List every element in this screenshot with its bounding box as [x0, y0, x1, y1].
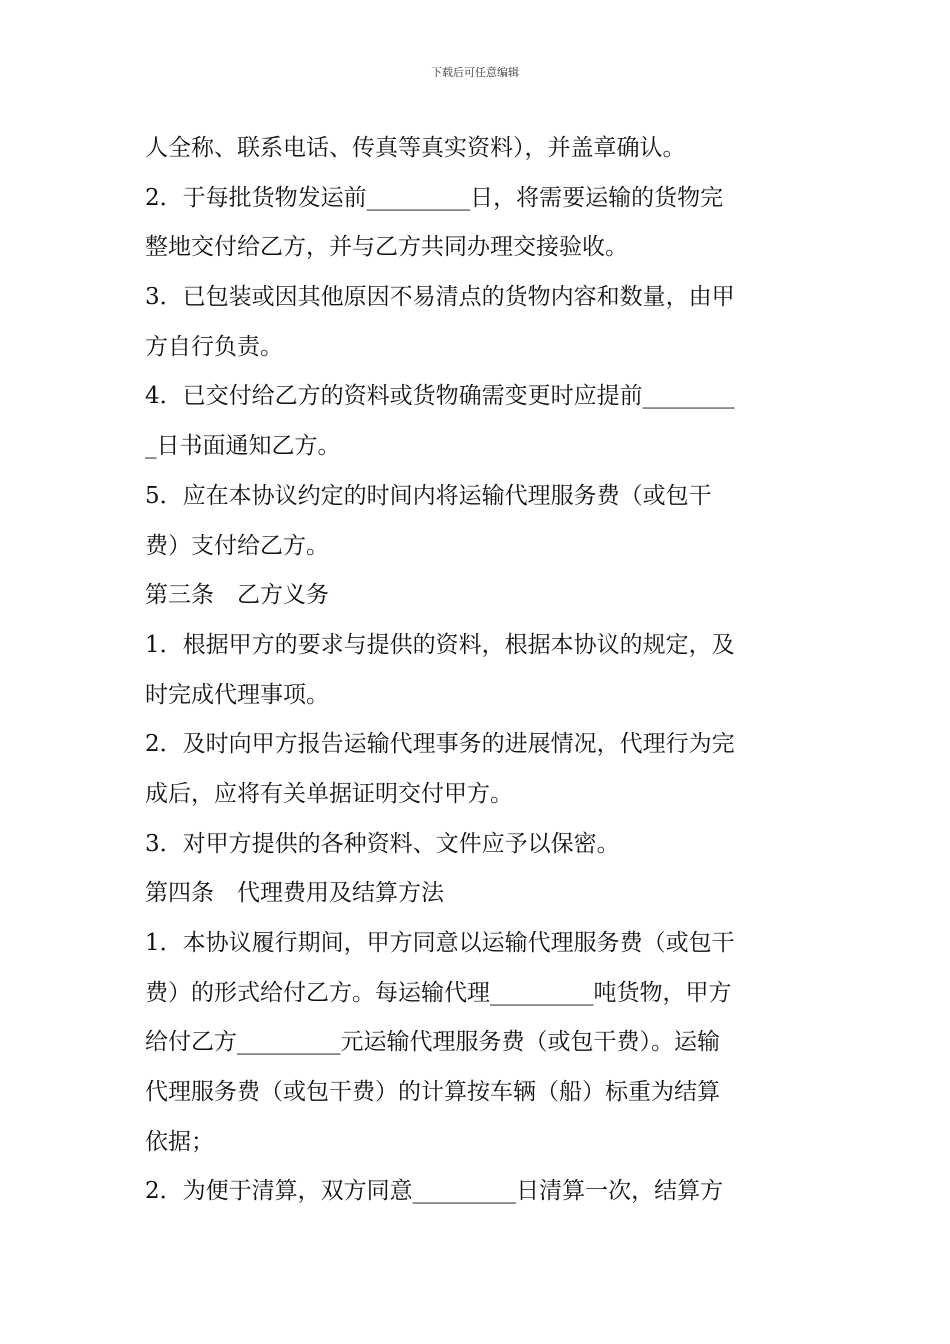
text-line: 人全称、联系电话、传真等真实资料），并盖章确认。 [145, 135, 686, 161]
text-line: 费）的形式给付乙方。每运输代理_________吨货物，甲方 [145, 979, 732, 1006]
text-line: 方自行负责。 [145, 333, 283, 360]
text-line: 2．于每批货物发运前_________日，将需要运输的货物完 [145, 184, 724, 211]
text-line: 依据； [145, 1128, 214, 1155]
text-line: 整地交付给乙方，并与乙方共同办理交接验收。 [145, 234, 628, 261]
text-line: 1．根据甲方的要求与提供的资料，根据本协议的规定，及 [145, 631, 735, 658]
text-line: 1．本协议履行期间，甲方同意以运输代理服务费（或包干 [145, 930, 735, 956]
text-line: 时完成代理事项。 [145, 681, 329, 708]
document-body [145, 124, 810, 1217]
text-line: 3．对甲方提供的各种资料、文件应予以保密。 [145, 830, 620, 857]
text-line: 2．为便于清算，双方同意_________日清算一次，结算方 [145, 1178, 724, 1205]
text-line: 代理服务费（或包干费）的计算按车辆（船）标重为结算 [145, 1079, 720, 1106]
text-line: 5．应在本协议约定的时间内将运输代理服务费（或包干 [145, 482, 712, 509]
text-line: 3．已包装或因其他原因不易清点的货物内容和数量，由甲 [145, 284, 735, 311]
page-header-note: 下载后可任意编辑 [431, 66, 519, 79]
text-line: 成后，应将有关单据证明交付甲方。 [145, 780, 513, 807]
text-line: 给付乙方_________元运输代理服务费（或包干费）。运输 [145, 1029, 720, 1056]
text-line: 4．已交付给乙方的资料或货物确需变更时应提前________ [145, 383, 735, 410]
section-heading-article-4: 第四条 代理费用及结算方法 [145, 880, 444, 907]
text-line: 费）支付给乙方。 [145, 532, 329, 559]
text-line: _日书面通知乙方。 [145, 433, 341, 460]
section-heading-article-3: 第三条 乙方义务 [145, 582, 329, 609]
text-line: 2．及时向甲方报告运输代理事务的进展情况，代理行为完 [145, 731, 735, 758]
